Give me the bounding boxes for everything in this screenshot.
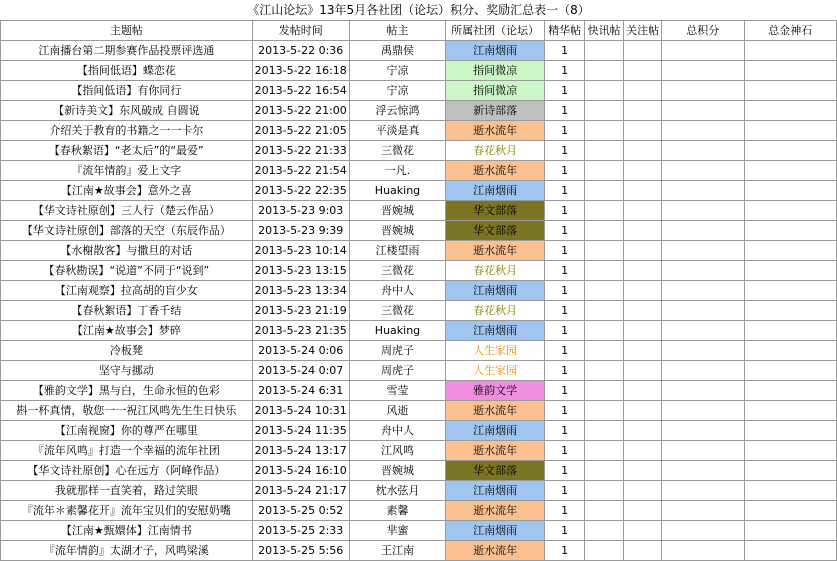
focus-cell[interactable] — [624, 181, 662, 201]
header-row — [1, 21, 837, 41]
total-score-cell[interactable] — [662, 281, 744, 301]
author-cell[interactable]: 江楼望雨 — [349, 241, 445, 261]
essence-cell[interactable]: 1 — [545, 41, 585, 61]
author-cell[interactable]: 江风鸣 — [349, 441, 445, 461]
author-cell[interactable]: 王江南 — [349, 541, 445, 561]
time-cell[interactable]: 2013-5-23 9:39 — [252, 221, 349, 241]
table-row[interactable] — [1, 81, 837, 101]
time-cell[interactable]: 2013-5-22 0:36 — [252, 41, 349, 61]
header-express[interactable]: 快讯帖 — [585, 21, 624, 41]
topic-cell[interactable]: 【春秋絮语】丁香千结 — [1, 301, 253, 321]
author-cell[interactable]: 三微花 — [349, 301, 445, 321]
topic-cell[interactable]: 【指间低语】有你同行 — [1, 81, 253, 101]
club-cell[interactable]: 江南烟雨 — [446, 181, 545, 201]
total-gold-cell[interactable] — [744, 481, 836, 501]
total-score-cell[interactable] — [662, 381, 744, 401]
author-cell[interactable]: Huaking — [349, 181, 445, 201]
club-cell[interactable]: 逝水流年 — [446, 541, 545, 561]
total-gold-cell[interactable] — [744, 121, 836, 141]
total-score-cell[interactable] — [662, 101, 744, 121]
focus-cell[interactable] — [624, 101, 662, 121]
header-total-gold[interactable]: 总金神石 — [744, 21, 836, 41]
total-score-cell[interactable] — [662, 461, 744, 481]
focus-cell[interactable] — [624, 421, 662, 441]
express-cell[interactable] — [585, 481, 624, 501]
table-row[interactable] — [1, 441, 837, 461]
club-cell[interactable]: 春花秋月 — [446, 261, 545, 281]
club-cell[interactable]: 逝水流年 — [446, 121, 545, 141]
focus-cell[interactable] — [624, 161, 662, 181]
topic-cell[interactable]: 坚守与挪动 — [1, 361, 253, 381]
time-cell[interactable]: 2013-5-25 2:33 — [252, 521, 349, 541]
time-cell[interactable]: 2013-5-22 21:54 — [252, 161, 349, 181]
focus-cell[interactable] — [624, 481, 662, 501]
table-row[interactable] — [1, 101, 837, 121]
express-cell[interactable] — [585, 141, 624, 161]
express-cell[interactable] — [585, 521, 624, 541]
express-cell[interactable] — [585, 341, 624, 361]
focus-cell[interactable] — [624, 41, 662, 61]
club-cell[interactable]: 江南烟雨 — [446, 481, 545, 501]
total-gold-cell[interactable] — [744, 401, 836, 421]
essence-cell[interactable]: 1 — [545, 241, 585, 261]
total-score-cell[interactable] — [662, 541, 744, 561]
time-cell[interactable]: 2013-5-23 13:15 — [252, 261, 349, 281]
table-row[interactable] — [1, 41, 837, 61]
focus-cell[interactable] — [624, 261, 662, 281]
total-score-cell[interactable] — [662, 341, 744, 361]
essence-cell[interactable]: 1 — [545, 61, 585, 81]
total-score-cell[interactable] — [662, 361, 744, 381]
total-score-cell[interactable] — [662, 201, 744, 221]
topic-cell[interactable]: 【江南视窗】你的尊严在哪里 — [1, 421, 253, 441]
table-row[interactable] — [1, 261, 837, 281]
table-row[interactable] — [1, 461, 837, 481]
express-cell[interactable] — [585, 461, 624, 481]
topic-cell[interactable]: 『流年情韵』太湖才子，风鸣梁溪 — [1, 541, 253, 561]
express-cell[interactable] — [585, 301, 624, 321]
club-cell[interactable]: 江南烟雨 — [446, 521, 545, 541]
topic-cell[interactable]: 我就那样一直笑着，路过笑眼 — [1, 481, 253, 501]
author-cell[interactable]: 风逝 — [349, 401, 445, 421]
topic-cell[interactable]: 【水榭散客】与撒旦的对话 — [1, 241, 253, 261]
express-cell[interactable] — [585, 381, 624, 401]
author-cell[interactable]: 平淡是真 — [349, 121, 445, 141]
total-gold-cell[interactable] — [744, 341, 836, 361]
focus-cell[interactable] — [624, 281, 662, 301]
express-cell[interactable] — [585, 41, 624, 61]
time-cell[interactable]: 2013-5-24 16:10 — [252, 461, 349, 481]
express-cell[interactable] — [585, 281, 624, 301]
focus-cell[interactable] — [624, 241, 662, 261]
total-gold-cell[interactable] — [744, 541, 836, 561]
express-cell[interactable] — [585, 421, 624, 441]
topic-cell[interactable]: 【春秋勘误】“说道”不同于“说到” — [1, 261, 253, 281]
total-score-cell[interactable] — [662, 321, 744, 341]
author-cell[interactable]: 宁凉 — [349, 81, 445, 101]
express-cell[interactable] — [585, 361, 624, 381]
essence-cell[interactable]: 1 — [545, 441, 585, 461]
total-gold-cell[interactable] — [744, 261, 836, 281]
club-cell[interactable]: 逝水流年 — [446, 161, 545, 181]
topic-cell[interactable]: 『流年风鸣』打造一个幸福的流年社团 — [1, 441, 253, 461]
header-total-score[interactable]: 总积分 — [662, 21, 744, 41]
express-cell[interactable] — [585, 241, 624, 261]
focus-cell[interactable] — [624, 201, 662, 221]
essence-cell[interactable]: 1 — [545, 341, 585, 361]
total-score-cell[interactable] — [662, 61, 744, 81]
total-score-cell[interactable] — [662, 181, 744, 201]
time-cell[interactable]: 2013-5-23 21:35 — [252, 321, 349, 341]
total-gold-cell[interactable] — [744, 521, 836, 541]
topic-cell[interactable]: 【江南★故事会】意外之喜 — [1, 181, 253, 201]
express-cell[interactable] — [585, 441, 624, 461]
club-cell[interactable]: 江南烟雨 — [446, 321, 545, 341]
essence-cell[interactable]: 1 — [545, 421, 585, 441]
total-gold-cell[interactable] — [744, 241, 836, 261]
total-gold-cell[interactable] — [744, 81, 836, 101]
express-cell[interactable] — [585, 181, 624, 201]
header-author[interactable]: 帖主 — [349, 21, 445, 41]
focus-cell[interactable] — [624, 361, 662, 381]
time-cell[interactable]: 2013-5-23 10:14 — [252, 241, 349, 261]
club-cell[interactable]: 春花秋月 — [446, 141, 545, 161]
club-cell[interactable]: 雅韵文学 — [446, 381, 545, 401]
table-row[interactable] — [1, 421, 837, 441]
express-cell[interactable] — [585, 501, 624, 521]
author-cell[interactable]: 三微花 — [349, 141, 445, 161]
time-cell[interactable]: 2013-5-22 21:33 — [252, 141, 349, 161]
total-gold-cell[interactable] — [744, 141, 836, 161]
time-cell[interactable]: 2013-5-25 0:52 — [252, 501, 349, 521]
total-score-cell[interactable] — [662, 421, 744, 441]
table-row[interactable] — [1, 341, 837, 361]
table-row[interactable] — [1, 61, 837, 81]
author-cell[interactable]: 舟中人 — [349, 421, 445, 441]
time-cell[interactable]: 2013-5-23 9:03 — [252, 201, 349, 221]
total-gold-cell[interactable] — [744, 301, 836, 321]
time-cell[interactable]: 2013-5-23 13:34 — [252, 281, 349, 301]
sheet-title: 《江山论坛》13年5月各社团（论坛）积分、奖励汇总表一（8） — [0, 0, 837, 20]
table-row[interactable] — [1, 181, 837, 201]
author-cell[interactable]: 芈蜜 — [349, 521, 445, 541]
total-score-cell[interactable] — [662, 141, 744, 161]
focus-cell[interactable] — [624, 501, 662, 521]
essence-cell[interactable]: 1 — [545, 501, 585, 521]
total-score-cell[interactable] — [662, 221, 744, 241]
total-score-cell[interactable] — [662, 241, 744, 261]
express-cell[interactable] — [585, 121, 624, 141]
topic-cell[interactable]: 介绍关于教育的书籍之一一卡尔 — [1, 121, 253, 141]
time-cell[interactable]: 2013-5-24 0:06 — [252, 341, 349, 361]
essence-cell[interactable]: 1 — [545, 541, 585, 561]
focus-cell[interactable] — [624, 301, 662, 321]
summary-table — [0, 20, 837, 561]
club-cell[interactable]: 人生家园 — [446, 341, 545, 361]
club-cell[interactable]: 逝水流年 — [446, 241, 545, 261]
topic-cell[interactable]: 【江南★故事会】梦碎 — [1, 321, 253, 341]
focus-cell[interactable] — [624, 441, 662, 461]
club-cell[interactable]: 江南烟雨 — [446, 421, 545, 441]
author-cell[interactable]: 素馨 — [349, 501, 445, 521]
club-cell[interactable]: 华文部落 — [446, 461, 545, 481]
table-row[interactable] — [1, 301, 837, 321]
focus-cell[interactable] — [624, 61, 662, 81]
author-cell[interactable]: 一凡. — [349, 161, 445, 181]
essence-cell[interactable]: 1 — [545, 181, 585, 201]
club-cell[interactable]: 人生家园 — [446, 361, 545, 381]
time-cell[interactable]: 2013-5-22 22:35 — [252, 181, 349, 201]
time-cell[interactable]: 2013-5-24 10:31 — [252, 401, 349, 421]
topic-cell[interactable]: 斟一杯真情，敬您一一祝江风鸣先生生日快乐 — [1, 401, 253, 421]
focus-cell[interactable] — [624, 381, 662, 401]
topic-cell[interactable]: 『流年情韵』爱上文字 — [1, 161, 253, 181]
header-topic[interactable]: 主题帖 — [1, 21, 253, 41]
time-cell[interactable]: 2013-5-25 5:56 — [252, 541, 349, 561]
club-cell[interactable]: 逝水流年 — [446, 501, 545, 521]
focus-cell[interactable] — [624, 141, 662, 161]
topic-cell[interactable]: 【江南观察】拉高胡的盲少女 — [1, 281, 253, 301]
author-cell[interactable]: 晋婉城 — [349, 461, 445, 481]
total-gold-cell[interactable] — [744, 321, 836, 341]
essence-cell[interactable]: 1 — [545, 141, 585, 161]
total-gold-cell[interactable] — [744, 221, 836, 241]
topic-cell[interactable]: 【雅韵文学】黑与白，生命永恒的色彩 — [1, 381, 253, 401]
table-row[interactable] — [1, 521, 837, 541]
total-score-cell[interactable] — [662, 481, 744, 501]
time-cell[interactable]: 2013-5-22 16:18 — [252, 61, 349, 81]
essence-cell[interactable]: 1 — [545, 221, 585, 241]
club-cell[interactable]: 新诗部落 — [446, 101, 545, 121]
focus-cell[interactable] — [624, 541, 662, 561]
table-row[interactable] — [1, 161, 837, 181]
header-club[interactable]: 所属社团（论坛） — [446, 21, 545, 41]
essence-cell[interactable]: 1 — [545, 361, 585, 381]
total-gold-cell[interactable] — [744, 421, 836, 441]
total-gold-cell[interactable] — [744, 361, 836, 381]
club-cell[interactable]: 指间微凉 — [446, 81, 545, 101]
total-score-cell[interactable] — [662, 441, 744, 461]
time-cell[interactable]: 2013-5-24 21:17 — [252, 481, 349, 501]
total-score-cell[interactable] — [662, 401, 744, 421]
express-cell[interactable] — [585, 221, 624, 241]
topic-cell[interactable]: 【华文诗社原创】三人行（楚云作品） — [1, 201, 253, 221]
express-cell[interactable] — [585, 101, 624, 121]
total-gold-cell[interactable] — [744, 501, 836, 521]
table-row[interactable] — [1, 501, 837, 521]
focus-cell[interactable] — [624, 321, 662, 341]
table-row[interactable] — [1, 281, 837, 301]
topic-cell[interactable]: 冷板凳 — [1, 341, 253, 361]
time-cell[interactable]: 2013-5-24 11:35 — [252, 421, 349, 441]
essence-cell[interactable]: 1 — [545, 161, 585, 181]
essence-cell[interactable]: 1 — [545, 281, 585, 301]
focus-cell[interactable] — [624, 81, 662, 101]
table-row[interactable] — [1, 321, 837, 341]
club-cell[interactable]: 江南烟雨 — [446, 41, 545, 61]
club-cell[interactable]: 春花秋月 — [446, 301, 545, 321]
table-row[interactable] — [1, 201, 837, 221]
table-row[interactable] — [1, 121, 837, 141]
total-gold-cell[interactable] — [744, 61, 836, 81]
topic-cell[interactable]: 江南播台第二期参赛作品投票评选通 — [1, 41, 253, 61]
time-cell[interactable]: 2013-5-22 21:05 — [252, 121, 349, 141]
total-gold-cell[interactable] — [744, 181, 836, 201]
total-gold-cell[interactable] — [744, 161, 836, 181]
author-cell[interactable]: 晋婉城 — [349, 201, 445, 221]
header-time[interactable]: 发帖时间 — [252, 21, 349, 41]
express-cell[interactable] — [585, 201, 624, 221]
focus-cell[interactable] — [624, 461, 662, 481]
table-row[interactable] — [1, 481, 837, 501]
table-row[interactable] — [1, 361, 837, 381]
author-cell[interactable]: 浮云惊鸿 — [349, 101, 445, 121]
table-row[interactable] — [1, 241, 837, 261]
author-cell[interactable]: 禹鼎侯 — [349, 41, 445, 61]
topic-cell[interactable]: 【江南★甄嬛体】江南情书 — [1, 521, 253, 541]
club-cell[interactable]: 华文部落 — [446, 201, 545, 221]
essence-cell[interactable]: 1 — [545, 301, 585, 321]
total-gold-cell[interactable] — [744, 281, 836, 301]
essence-cell[interactable]: 1 — [545, 261, 585, 281]
essence-cell[interactable]: 1 — [545, 201, 585, 221]
topic-cell[interactable]: 【新诗美文】东风破成 自圆说 — [1, 101, 253, 121]
table-body — [1, 41, 837, 561]
essence-cell[interactable]: 1 — [545, 101, 585, 121]
focus-cell[interactable] — [624, 121, 662, 141]
time-cell[interactable]: 2013-5-22 21:00 — [252, 101, 349, 121]
express-cell[interactable] — [585, 401, 624, 421]
express-cell[interactable] — [585, 541, 624, 561]
table-row[interactable] — [1, 141, 837, 161]
club-cell[interactable]: 指间微凉 — [446, 61, 545, 81]
topic-cell[interactable]: 『流年＊素馨花开』流年宝贝们的安慰奶嘴 — [1, 501, 253, 521]
time-cell[interactable]: 2013-5-24 6:31 — [252, 381, 349, 401]
express-cell[interactable] — [585, 321, 624, 341]
total-gold-cell[interactable] — [744, 201, 836, 221]
total-gold-cell[interactable] — [744, 381, 836, 401]
topic-cell[interactable]: 【华文诗社原创】心在远方（阿峰作品） — [1, 461, 253, 481]
express-cell[interactable] — [585, 81, 624, 101]
essence-cell[interactable]: 1 — [545, 461, 585, 481]
table-row[interactable] — [1, 401, 837, 421]
focus-cell[interactable] — [624, 521, 662, 541]
total-gold-cell[interactable] — [744, 461, 836, 481]
topic-cell[interactable]: 【华文诗社原创】部落的天空（东辰作品） — [1, 221, 253, 241]
topic-cell[interactable]: 【指间低语】蝶恋花 — [1, 61, 253, 81]
total-score-cell[interactable] — [662, 501, 744, 521]
author-cell[interactable]: 周虎子 — [349, 361, 445, 381]
time-cell[interactable]: 2013-5-23 21:19 — [252, 301, 349, 321]
total-score-cell[interactable] — [662, 161, 744, 181]
table-row[interactable] — [1, 221, 837, 241]
essence-cell[interactable]: 1 — [545, 381, 585, 401]
author-cell[interactable]: 晋婉城 — [349, 221, 445, 241]
essence-cell[interactable]: 1 — [545, 121, 585, 141]
express-cell[interactable] — [585, 61, 624, 81]
table-row[interactable] — [1, 541, 837, 561]
total-score-cell[interactable] — [662, 301, 744, 321]
club-cell[interactable]: 逝水流年 — [446, 401, 545, 421]
express-cell[interactable] — [585, 261, 624, 281]
author-cell[interactable]: 舟中人 — [349, 281, 445, 301]
essence-cell[interactable]: 1 — [545, 481, 585, 501]
header-focus[interactable]: 关注帖 — [624, 21, 662, 41]
essence-cell[interactable]: 1 — [545, 401, 585, 421]
total-score-cell[interactable] — [662, 81, 744, 101]
essence-cell[interactable]: 1 — [545, 81, 585, 101]
club-cell[interactable]: 江南烟雨 — [446, 281, 545, 301]
table-row[interactable] — [1, 381, 837, 401]
author-cell[interactable]: 三微花 — [349, 261, 445, 281]
author-cell[interactable]: 周虎子 — [349, 341, 445, 361]
total-gold-cell[interactable] — [744, 41, 836, 61]
total-score-cell[interactable] — [662, 521, 744, 541]
total-score-cell[interactable] — [662, 121, 744, 141]
focus-cell[interactable] — [624, 401, 662, 421]
time-cell[interactable]: 2013-5-22 16:54 — [252, 81, 349, 101]
topic-cell[interactable]: 【春秋絮语】“老太后”的“最爱” — [1, 141, 253, 161]
club-cell[interactable]: 华文部落 — [446, 221, 545, 241]
time-cell[interactable]: 2013-5-24 13:17 — [252, 441, 349, 461]
express-cell[interactable] — [585, 161, 624, 181]
time-cell[interactable]: 2013-5-24 0:07 — [252, 361, 349, 381]
total-score-cell[interactable] — [662, 41, 744, 61]
header-essence[interactable]: 精华帖 — [545, 21, 585, 41]
author-cell[interactable]: Huaking — [349, 321, 445, 341]
focus-cell[interactable] — [624, 221, 662, 241]
author-cell[interactable]: 枕水弦月 — [349, 481, 445, 501]
author-cell[interactable]: 雪莹 — [349, 381, 445, 401]
club-cell[interactable]: 逝水流年 — [446, 441, 545, 461]
essence-cell[interactable]: 1 — [545, 521, 585, 541]
focus-cell[interactable] — [624, 341, 662, 361]
essence-cell[interactable]: 1 — [545, 321, 585, 341]
total-score-cell[interactable] — [662, 261, 744, 281]
total-gold-cell[interactable] — [744, 441, 836, 461]
total-gold-cell[interactable] — [744, 101, 836, 121]
author-cell[interactable]: 宁凉 — [349, 61, 445, 81]
